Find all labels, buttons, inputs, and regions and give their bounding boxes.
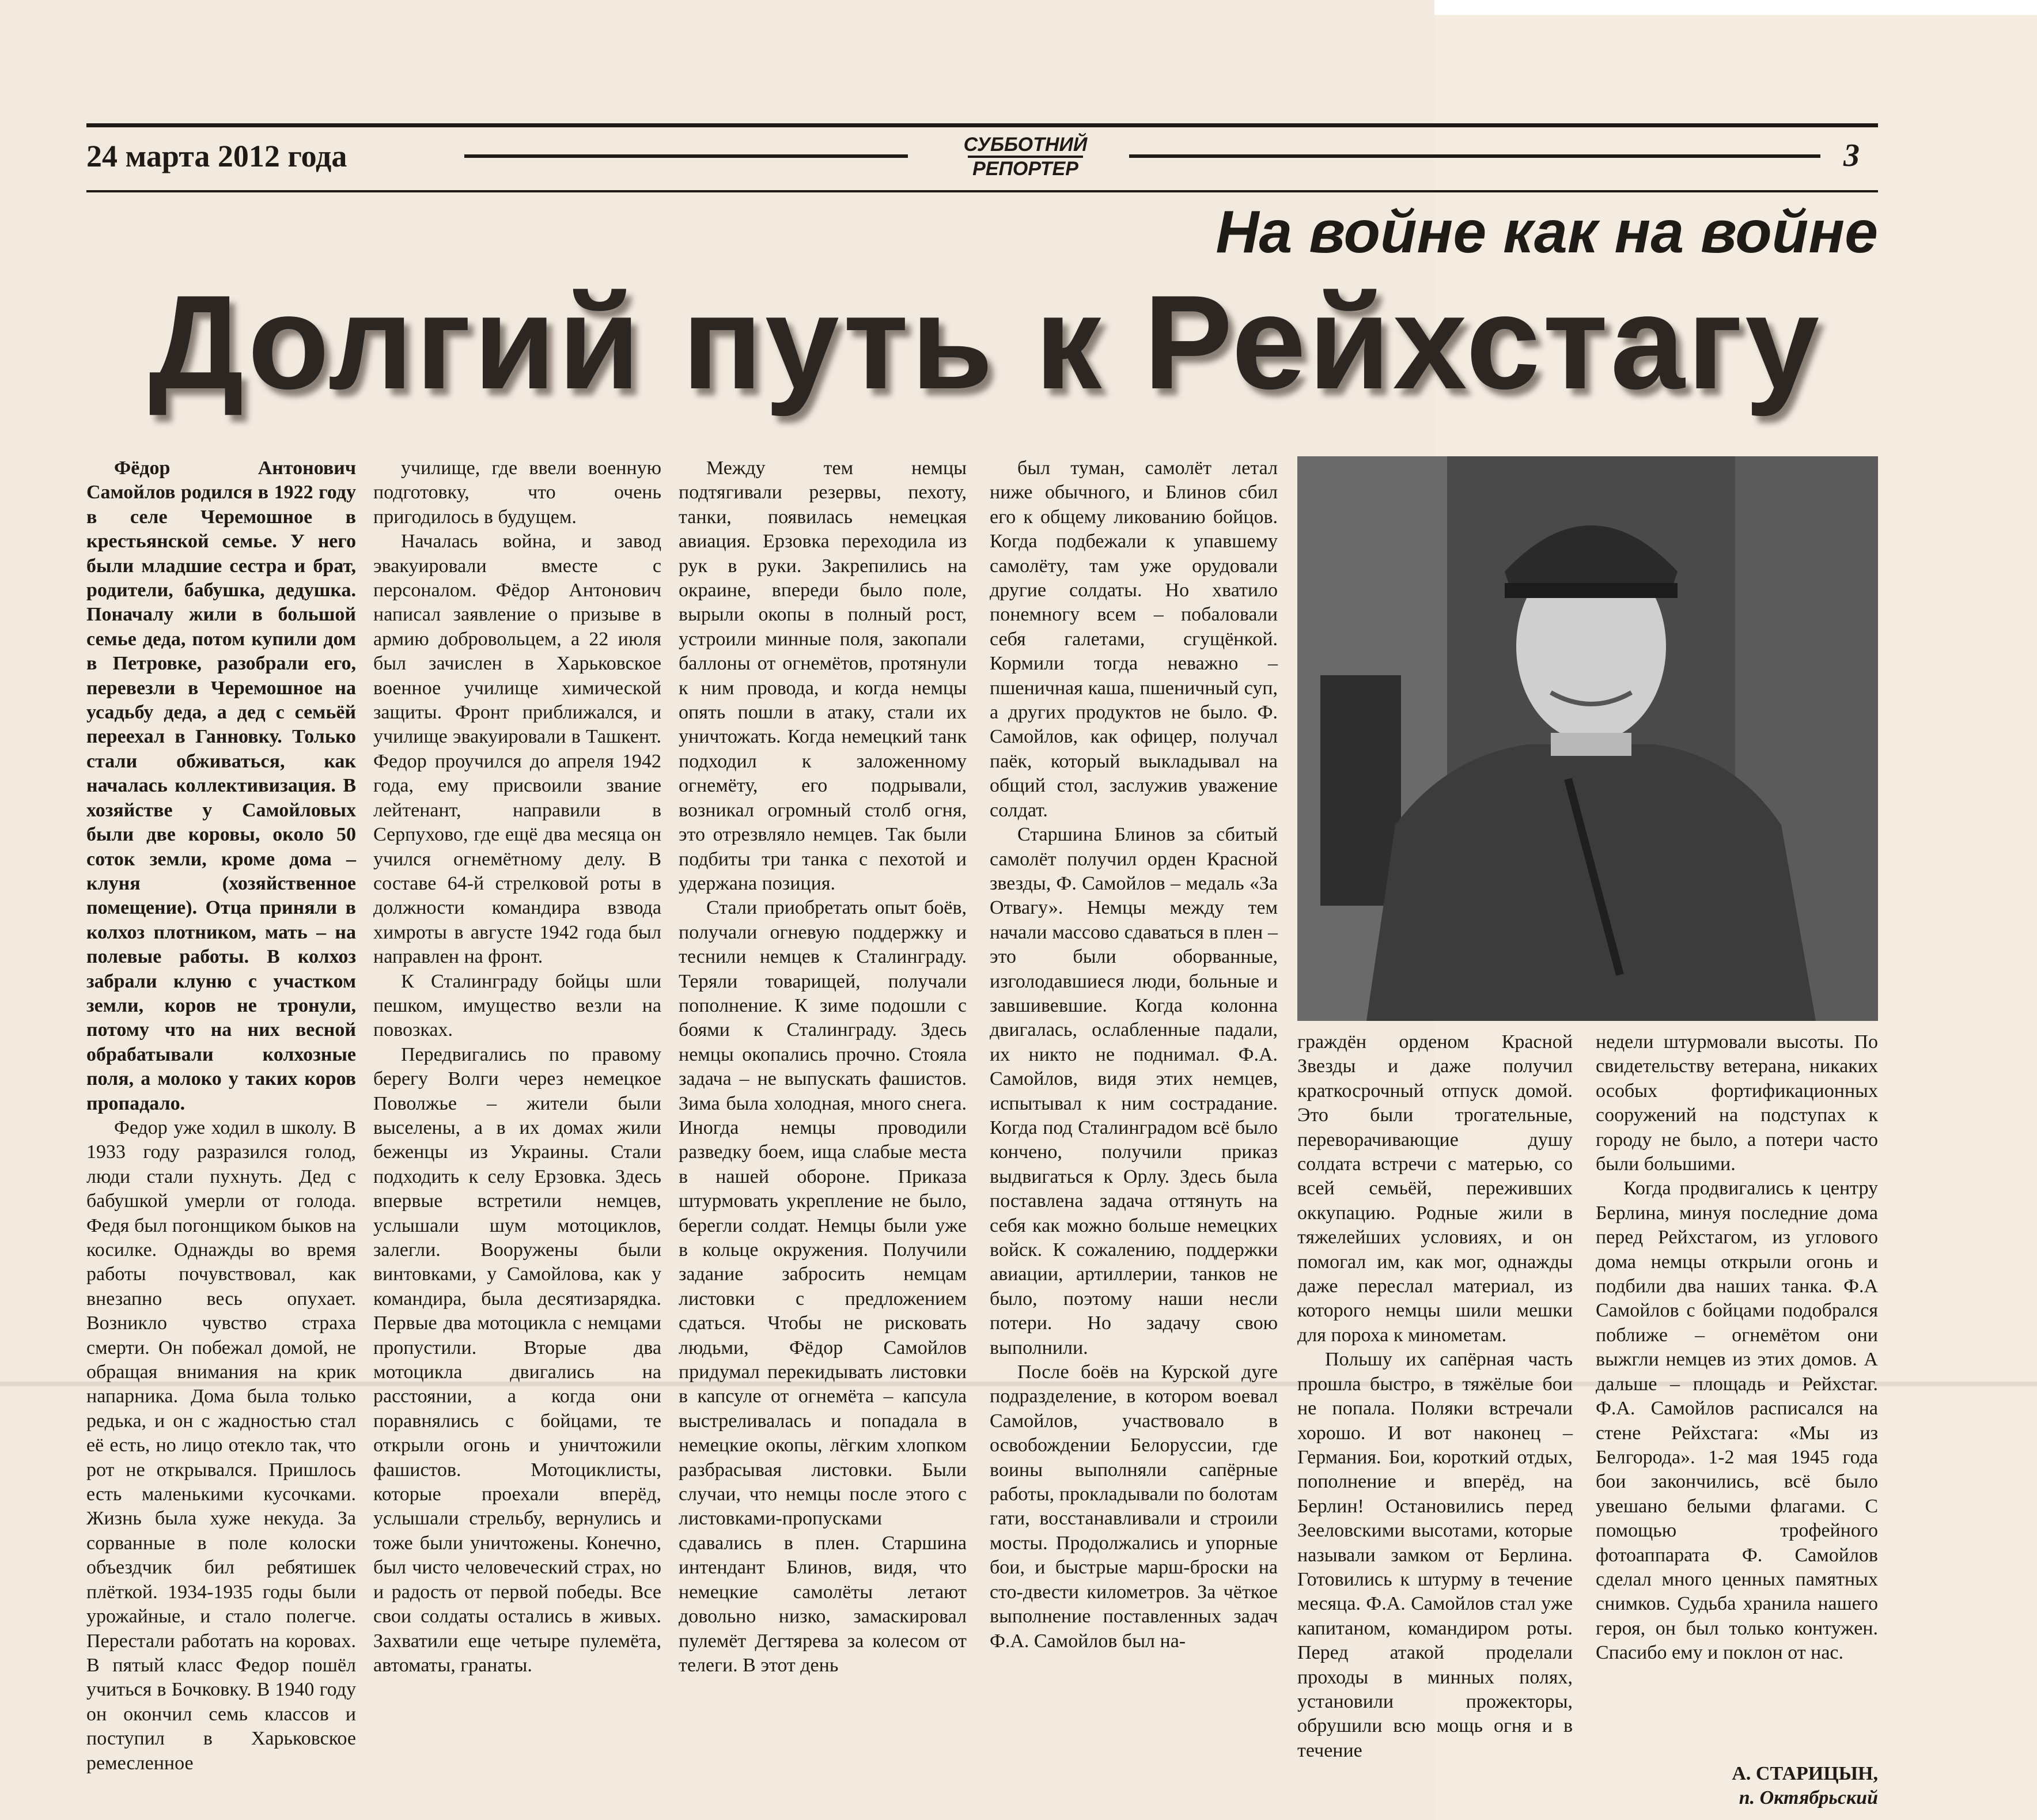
article-paragraph: Стали приобретать опыт боёв, получали огневую поддержку и теснили немцев к Сталинграду. Теряли товарищей, получали пополнение. К зиме подошли с боями к Сталинграду. Здесь немцы окопались прочно. Стояла задача – не выпускать фашистов. Зима была холодная, много снега. Иногда немцы проводили разведку боем, ища слабые места в нашей обороне. Приказа штурмовать укрепление не было, берегли солдат. Немцы были уже в кольце окружения. Получили задание забросить немцам листовки с предложением сдаться. Чтобы не рисковать людьми, Фёдор Самойлов придумал перекидывать листовки в капсуле от огнемёта – капсула выстреливалась и попадала в немецкие окопы, лёгким хлопком разбрасывая листовки. Были случаи, что немцы после этого с листовками-пропусками сдавались в плен. Старшина интендант Блинов, видя, что немецкие самолёты летают довольно низко, замаскировал пулемёт Дегтярева за колесом от телеги. В этот день	[679, 897, 967, 1676]
portrait-illustration	[1297, 456, 1878, 1021]
article-paragraph: Когда продвигались к центру Берлина, минуя последние дома перед Рейхстагом, из углового дома немцы открыли огонь и подбили два наших танка. Ф.А Самойлов с бойцами подобрался поближе – огнемётом они выжгли немцев из этих домов. А дальше – площадь и Рейхстаг. Ф.А. Самойлов расписался на стене Рейхстага: «Мы из Белгорода». 1-2 мая 1945 года бои закончились, всё было увешано белыми флагами. С помощью трофейного фотоаппарата Ф. Самойлов сделал много ценных памятных снимков. Судьба хранила нашего героя, он был только контужен. Спасибо ему и поклон от нас.	[1596, 1178, 1878, 1664]
author-place: п. Октябрьский	[1739, 1787, 1878, 1808]
article-column-3	[679, 456, 967, 1678]
article-paragraph: Федор уже ходил в школу. В 1933 году разразился голод, люди стали пухнуть. Дед с бабушкой умерли от голода. Федя был погонщиком быков на косилке. Однажды во время работы почувствовал, как внезапно весь опухает. Возникло чувство страха смерти. Он побежал домой, не обращая внимания на крик напарника. Дома была только редька, и он с жадностью стал её есть, но лицо отекло так, что рот не открывался. Пришлось есть маленькими кусочками. Жизнь была хуже некуда. За сорванные в поле колоски объездчик бил ребятишек плёткой. 1934-1935 годы были урожайные, и стало полегче. Перестали работать на коровах. В пятый класс Федор пошёл учиться в Бочковку. В 1940 году он окончил семь классов и поступил в Харьковское ремесленное	[86, 1117, 356, 1774]
article-paragraph: Фёдор Антонович Самойлов родился в 1922 году в селе Черемошное в крестьянской семье. У него были младшие сестра и брат, родители, бабушка, дедушка. Поначалу жили в большой семье деда, потом купили дом в Петровке, разобрали его, перевезли в Черемошное на усадьбу деда, а дед с семьёй переехал в Ганновку. Только стали обживаться, как началась коллективизация. В хозяйстве у Самойловых были две коровы, около 50 соток земли, кроме дома – клуня (хозяйственное помещение). Отца приняли в колхоз плотником, мать – на полевые работы. В колхоз забрали клуню с участком земли, коров не тронули, потому что на них весной обрабатывали колхозные поля, а молоко у таких коров пропадало.	[86, 457, 356, 1114]
article-column-6	[1596, 1030, 1878, 1666]
article-paragraph: Старшина Блинов за сбитый самолёт получил орден Красной звезды, Ф. Самойлов – медаль «За Отвагу». Немцы между тем начали массово сдаваться в плен – это были оборванные, изголодавшиеся люди, больные и завшивевшие. Когда колонна двигалась, ослабленные падали, их никто не поднимал. Ф.А. Самойлов, видя этих немцев, испытывал к ним сострадание. Когда под Сталинградом всё было кончено, получили приказ выдвигаться к Орлу. Здесь была поставлена задача оттянуть на себя как можно больше немецких войск. К сожалению, поддержки авиации, артиллерии, танков не было, поэтому наши несли потери. Но задачу свою выполнили.	[990, 824, 1278, 1359]
article-paragraph: Передвигались по правому берегу Волги через немецкое Поволжье – жители были выселены, а в их домах жили беженцы из Украины. Стали подходить к селу Ерзовка. Здесь впервые встретили немцев, услышали шум мотоциклов, залегли. Вооружены были винтовками, у Самойлова, как у командира, была десятизарядка. Первые два мотоцикла с немцами пропустили. Вторые два мотоцикла двигались на расстоянии, а когда они поравнялись с бойцами, те открыли огонь и уничтожили фашистов. Мотоциклисты, которые проехали вперёд, услышали стрельбу, вернулись и тоже были уничтожены. Конечно, был чисто человеческий страх, но и радость от первой победы. Все свои солдаты остались в живых. Захватили еще четыре пулемёта, автоматы, гранаты.	[373, 1043, 661, 1676]
top-border	[86, 123, 1878, 127]
article-paragraph: училище, где ввели военную подготовку, что очень пригодилось в будущем.	[373, 457, 661, 528]
article-column-5	[1297, 1030, 1573, 1763]
headline: Долгий путь к Рейхстагу	[148, 268, 1822, 417]
author-name: А. СТАРИЦЫН,	[1732, 1763, 1878, 1784]
portrait-photo	[1297, 456, 1878, 1021]
issue-date: 24 марта 2012 года	[86, 139, 347, 173]
masthead-line-1: СУББОТНИЙ	[963, 134, 1088, 156]
article-paragraph: После боёв на Курской дуге подразделение, в котором воевал Самойлов, участвовало в освобождении Белоруссии, где воины выполняли сапёрные работы, прокладывали по болотам гати, восстанавливали и строили мосты. Продолжались и упорные бои, и быстрые марш-броски на сто-двести километров. За чёткое выполнение поставленных задач Ф.А. Самойлов был на-	[990, 1361, 1278, 1652]
header-rule-right	[1129, 154, 1820, 158]
article-paragraph: недели штурмовали высоты. По свидетельству ветерана, никаких особых фортификационных сооружений на подступах к городу не было, а потери часто были большими.	[1596, 1031, 1878, 1175]
header-rule-left	[464, 154, 908, 158]
article-column-1	[86, 456, 356, 1776]
article-paragraph: Польшу их сапёрная часть прошла быстро, в тяжёлые бои не попала. Поляки встречали хорошо. И вот наконец – Германия. Бои, короткий отдых, пополнение и вперёд, на Берлин! Остановились перед Зееловскими высотами, которые называли замком от Берлина. Готовились к штурму в течение месяца. Ф.А. Самойлов стал уже капитаном, командиром роты. Перед атакой проделали проходы в минных полях, установили прожекторы, обрушили всю мощь огня и в течение	[1297, 1349, 1573, 1761]
article-column-2	[373, 456, 661, 1678]
signature	[1555, 1762, 1878, 1810]
article-paragraph: Между тем немцы подтягивали резервы, пехоту, танки, появилась немецкая авиация. Ерзовка переходила из рук в руки. Закрепились на окраине, впереди было поле, вырыли окопы в полный рост, устроили минные поля, закопали баллоны от огнемётов, протянули к ним провода, и когда немцы опять пошли в атаку, стали их уничтожать. Когда немецкий танк подходил к заложенному огнемёту, его подрывали, возникал огромный столб огня, это отрезвляло немцев. Так были подбиты три танка с пехотой и удержана позиция.	[679, 457, 967, 894]
page-number: 3	[1843, 138, 1860, 173]
masthead	[939, 134, 1112, 180]
article-paragraph: был туман, самолёт летал ниже обычного, и Блинов сбил его к общему ликованию бойцов. Когда подбежали к упавшему самолёту, там уже орудовали другие солдаты. Но хватило понемногу всем – побаловали себя галетами, сгущёнкой. Кормили тогда неважно – пшеничная каша, пшеничный суп, а других продуктов не было. Ф. Самойлов, как офицер, получал паёк, который выкладывал на общий стол, заслужив уважение солдат.	[990, 457, 1278, 821]
article-paragraph: К Сталинграду бойцы шли пешком, имущество везли на повозках.	[373, 970, 661, 1041]
article-column-4	[990, 456, 1278, 1653]
article-paragraph: Началась война, и завод эвакуировали вместе с персоналом. Фёдор Антонович написал заявление о призыве в армию добровольцем, а 22 июля был зачислен в Харьковское военное училище химической защиты. Фронт приближался, и училище эвакуировали в Ташкент. Федор проучился до апреля 1942 года, ему присвоили звание лейтенант, направили в Серпухово, где ещё два месяца он учился огнемётному делу. В составе 64-й стрелковой роты в должности командира взвода химроты в августе 1942 года был направлен на фронт.	[373, 531, 661, 968]
header-bottom-rule	[86, 190, 1878, 192]
article-paragraph: граждён орденом Красной Звезды и даже получил краткосрочный отпуск домой. Это были трогательные, переворачивающие душу солдата встречи с матерью, со всей семьёй, переживших оккупацию. Родные жили в тяжелейших условиях, и он помогал им, как мог, однажды даже переслал материал, из которого немцы шили мешки для пороха к минометам.	[1297, 1031, 1573, 1346]
rubric: На войне как на войне	[1216, 199, 1878, 266]
masthead-line-2: РЕПОРТЕР	[968, 156, 1083, 180]
